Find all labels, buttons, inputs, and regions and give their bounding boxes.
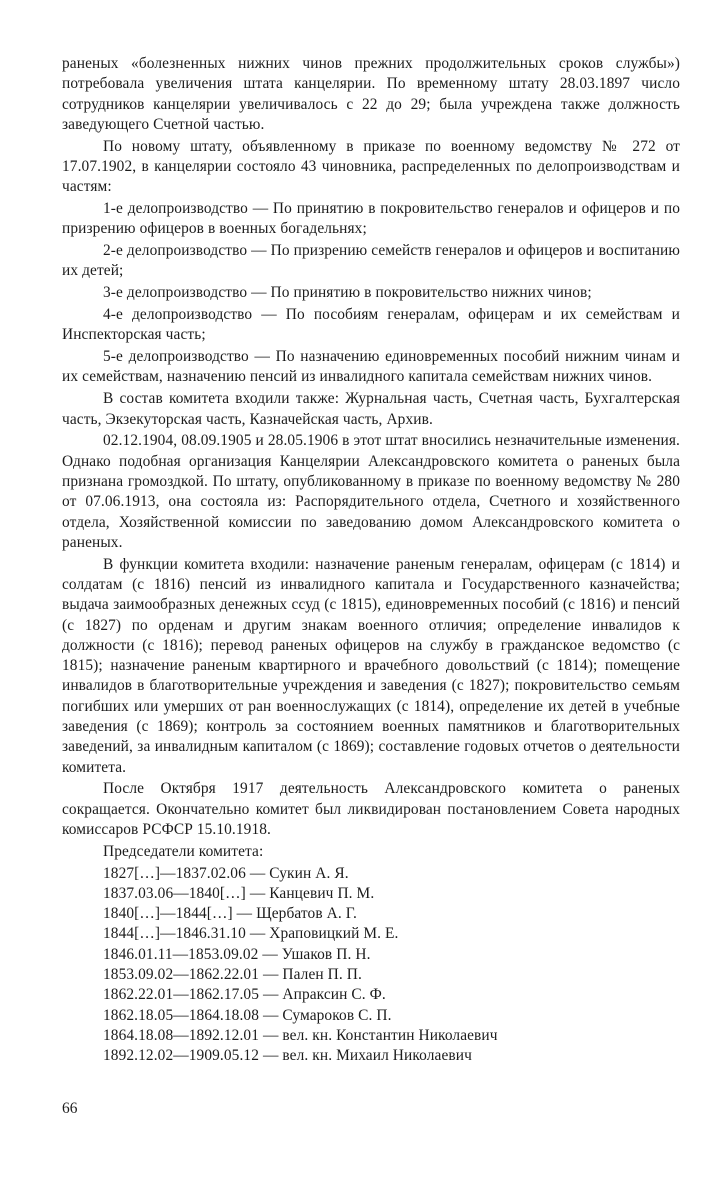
chairman-entry: 1844[…]—1846.31.10 — Храповицкий М. Е. — [103, 925, 399, 943]
paragraph-office-4: 4-е делопроизводство — По пособиям генералам, офицерам и их семействам и Инспекторская часть; — [62, 306, 680, 344]
chairman-entry: 1837.03.06—1840[…] — Канцевич П. М. — [103, 884, 375, 902]
paragraph-chairmen-heading: Председатели комитета: — [103, 842, 264, 860]
paragraph-office-5: 5-е делопроизводство — По назначению единовременных пособий нижним чинам и их семействам, назначению пенсий из инвалидного капитала семействам нижних чинов. — [62, 348, 680, 386]
chairman-entry: 1853.09.02—1862.22.01 — Пален П. П. — [103, 966, 362, 984]
paragraph-staff-expansion: раненых «болезненных нижних чинов прежних продолжительных сроков службы») потребовала увеличения штата канцелярии. По временному штату 28.03.1897 число сотрудников канцелярии увеличивалось с 22 до 29; была учреждена также должность заведующего Счетной частью. — [62, 55, 680, 133]
paragraph-functions: В функции комитета входили: назначение раненым генералам, офицерам (с 1814) и солдатам (с 1816) пенсий из инвалидного капитала и Государственного казначейства; выдача заимообразных денежных ссуд (с 1815), единовременных пособий (с 1816) и пенсий (с 1827) по орденам и другим знакам военного отличия; определение инвалидов к должности (с 1816); перевод раненых офицеров на службу в гражданское ведомство (с 1815); назначение раненым квартирного и врачебного довольствий (с 1814); помещение инвалидов в благотворительные учреждения и заведения (с 1827); покровительство семьям погибших или умерших от ран военнослужащих (с 1814), определение их детей в учебные заведения (с 1869); контроль за состоянием военных памятников и благотворительных заведений, за инвалидным капиталом (с 1869); составление годовых отчетов о деятельности комитета. — [62, 555, 680, 776]
chairman-entry: 1862.18.05—1864.18.08 — Сумароков С. П. — [103, 1006, 392, 1024]
paragraph-office-3: 3-е делопроизводство — По принятию в покровительство нижних чинов; — [103, 284, 592, 302]
chairman-entry: 1846.01.11—1853.09.02 — Ушаков П. Н. — [103, 945, 371, 963]
paragraph-office-1: 1-е делопроизводство — По принятию в покровительство генералов и офицеров и по призрению офицеров в военных богадельнях; — [62, 200, 680, 238]
paragraph-liquidation: После Октября 1917 деятельность Александровского комитета о раненых сокращается. Окончательно комитет был ликвидирован постановлением Совета народных комиссаров РСФСР 15.10.1918. — [62, 780, 680, 838]
paragraph-office-2: 2-е делопроизводство — По призрению семейств генералов и офицеров и воспитанию их детей; — [62, 242, 680, 280]
chairman-entry: 1840[…]—1844[…] — Щербатов А. Г. — [103, 905, 357, 923]
paragraph-new-staff: По новому штату, объявленному в приказе по военному ведомству № 272 от 17.07.1902, в канцелярии состояло 43 чиновника, распределенных по делопроизводствам и частям: — [62, 137, 680, 196]
chairman-entry: 1864.18.08—1892.12.01 — вел. кн. Константин Николаевич — [103, 1026, 498, 1044]
page-number: 66 — [62, 1100, 78, 1117]
paragraph-other-units: В состав комитета входили также: Журнальная часть, Счетная часть, Бухгалтерская часть, Экзекуторская часть, Казначейская часть, Архив. — [62, 390, 680, 428]
chairman-entry: 1862.22.01—1862.17.05 — Апраксин С. Ф. — [103, 986, 386, 1004]
chairman-entry: 1827[…]—1837.02.06 — Сукин А. Я. — [103, 864, 349, 882]
chairmen-list — [62, 864, 680, 1067]
paragraph-reorganization: 02.12.1904, 08.09.1905 и 28.05.1906 в этот штат вносились незначительные изменения. Однако подобная организация Канцелярии Александровского комитета о раненых была признана громоздкой. По штату, опубликованному в приказе по военному ведомству № 280 от 07.06.1913, она состояла из: Распорядительного отдела, Счетного и хозяйственного отдела, Хозяйственной комиссии по заведованию домом Александровского комитета о раненых. — [62, 432, 680, 551]
page-body — [62, 54, 680, 1067]
chairman-entry: 1892.12.02—1909.05.12 — вел. кн. Михаил Николаевич — [103, 1047, 472, 1065]
